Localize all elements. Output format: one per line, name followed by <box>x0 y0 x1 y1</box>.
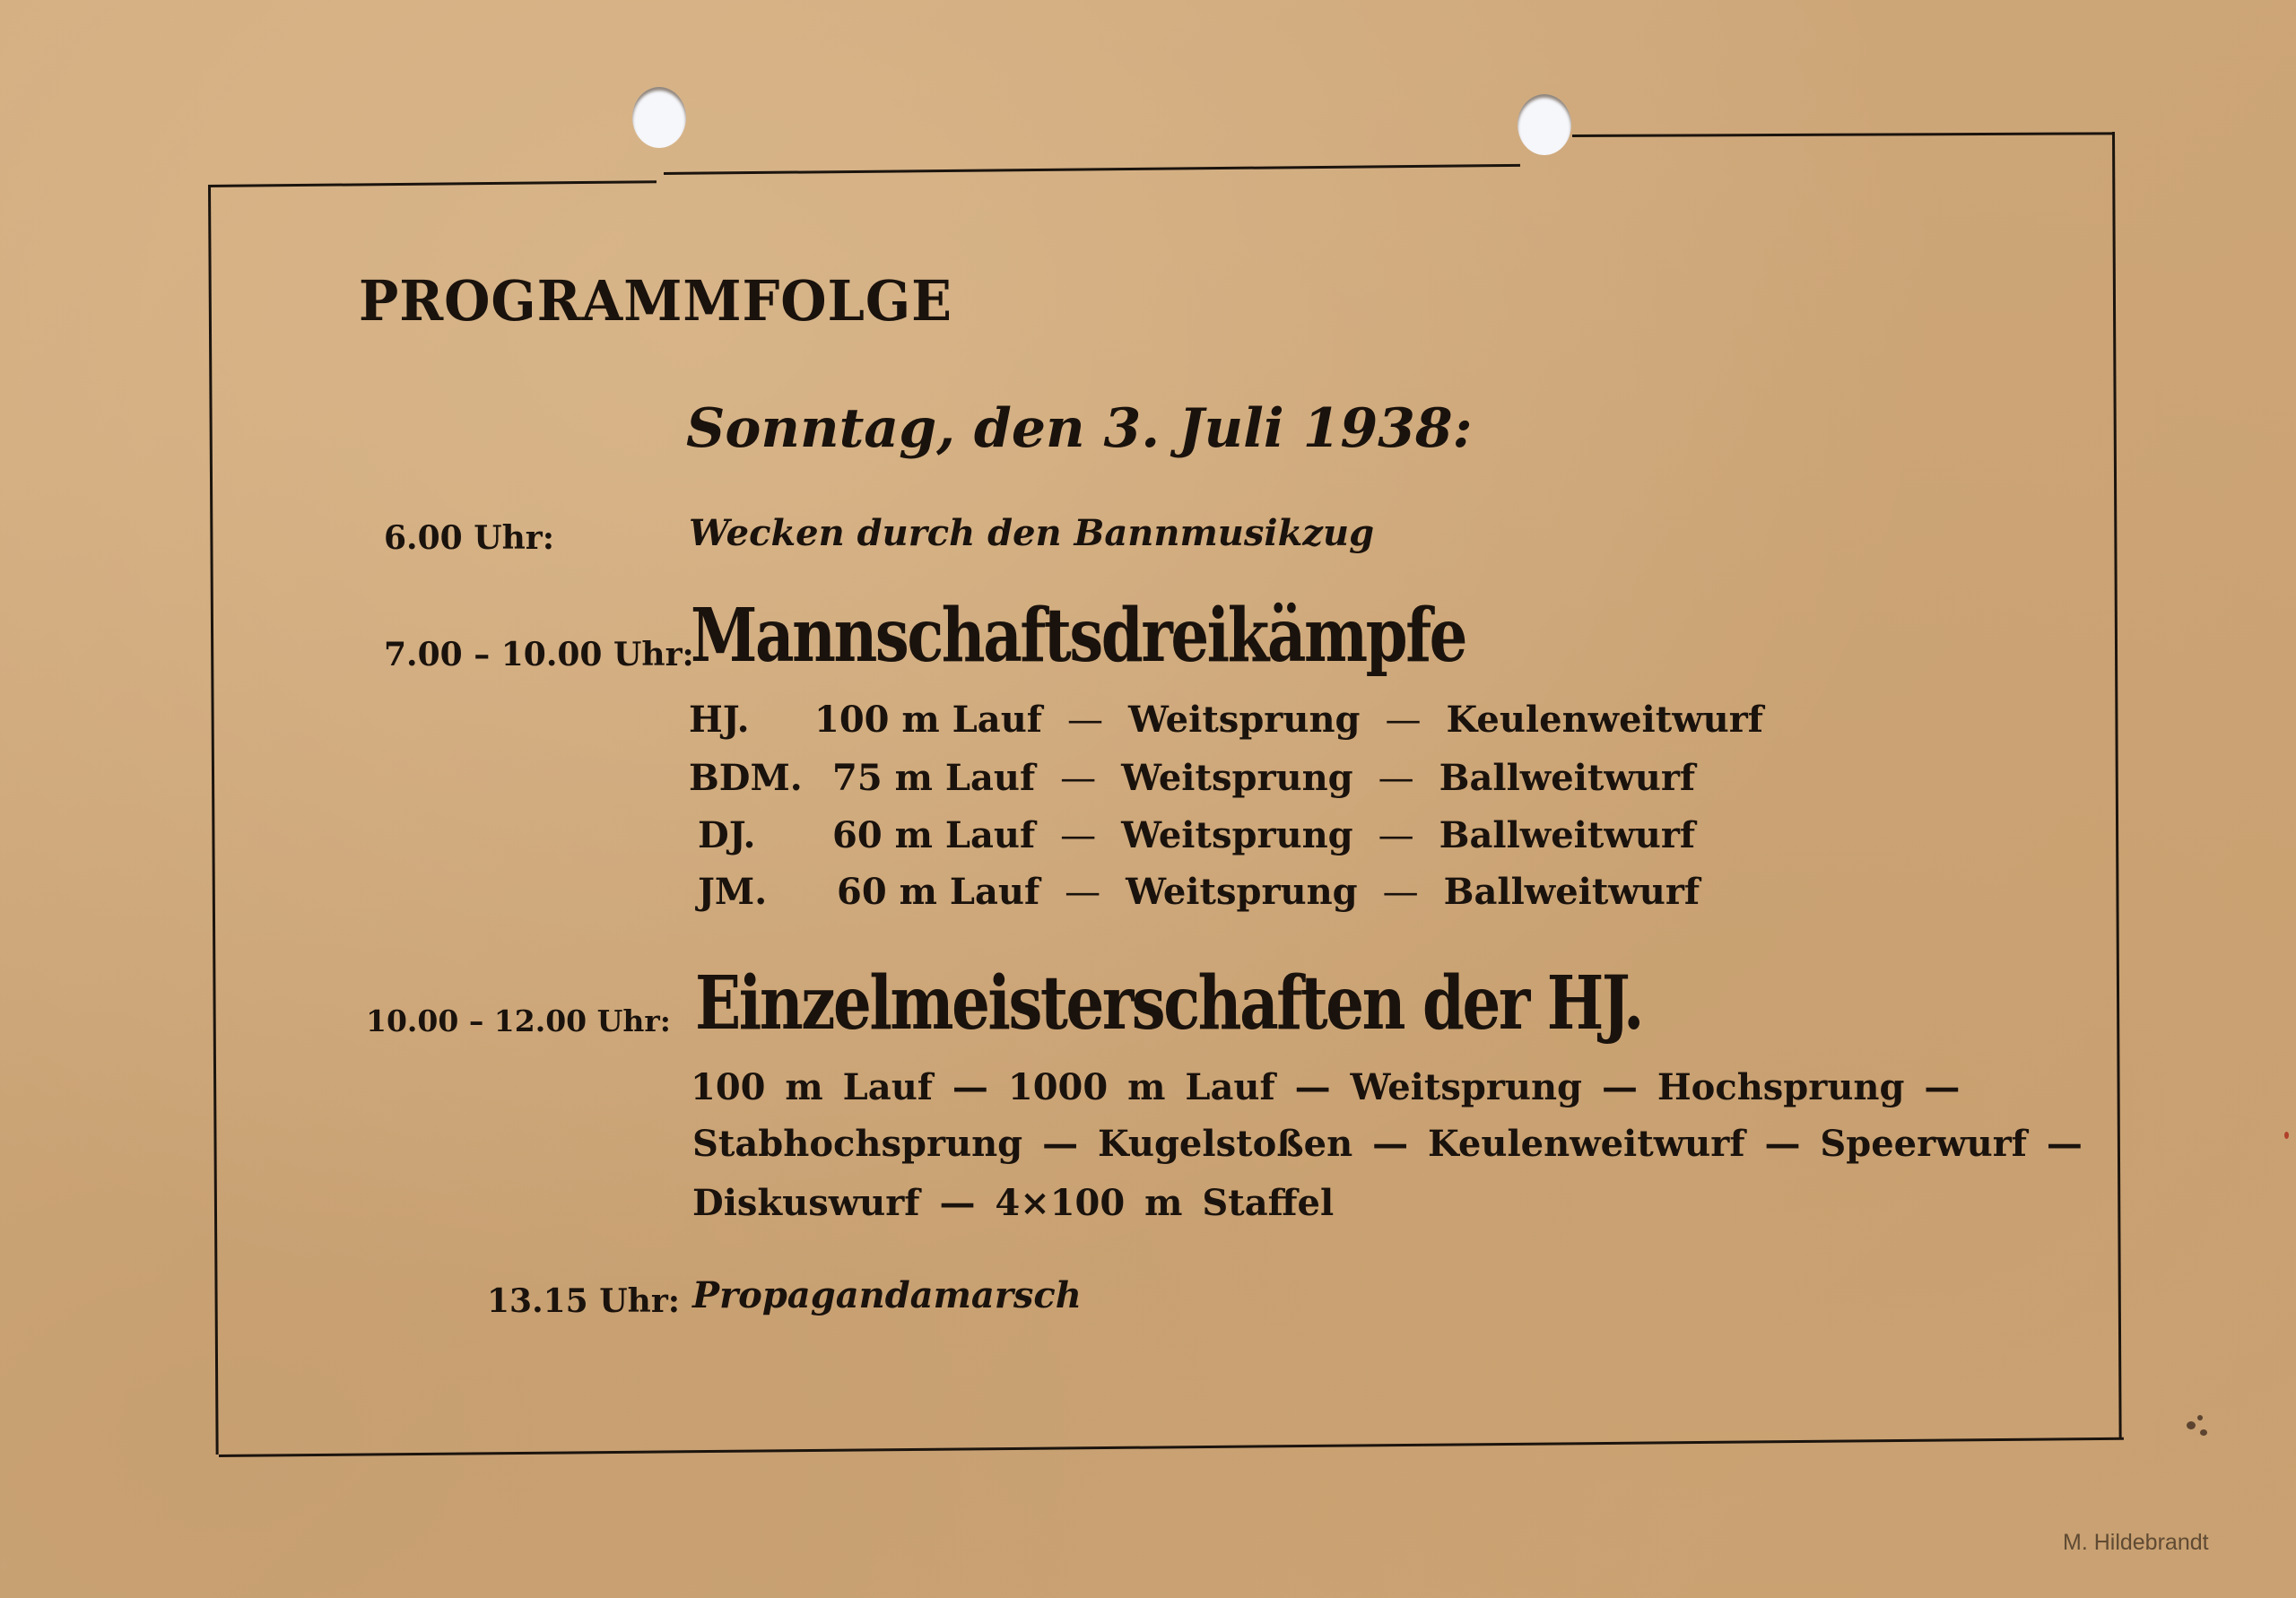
frame-top-mid-segment <box>664 164 1520 175</box>
group-label: HJ. <box>689 699 750 741</box>
group-row-dj <box>698 814 1696 856</box>
schedule-time: 7.00 – 10.00 Uhr: <box>384 636 694 673</box>
separator: — <box>1067 699 1104 741</box>
group-row-hj <box>689 699 1763 741</box>
event-item: 60 m Lauf <box>832 814 1036 856</box>
event-item: Weitsprung <box>1128 699 1361 741</box>
schedule-event: Wecken durch den Bannmusikzug <box>689 512 1375 554</box>
group-label: JM. <box>698 871 768 913</box>
separator: — <box>1065 872 1101 913</box>
event-item: Weitsprung <box>1121 757 1353 799</box>
frame-left <box>208 186 219 1455</box>
group-row-jm <box>698 871 1700 913</box>
paper-speck <box>2187 1421 2196 1429</box>
group-label: BDM. <box>689 757 803 799</box>
photographer-watermark: M. Hildebrandt <box>2063 1530 2209 1555</box>
frame-top-right-segment <box>1572 132 2114 137</box>
frame-bottom <box>219 1437 2124 1457</box>
event-item: Weitsprung <box>1126 871 1358 913</box>
event-item: Keulenweitwurf <box>1446 699 1763 741</box>
event-list-line-2: Stabhochsprung — Kugelstoßen — Keulenweitwurf — Speerwurf — <box>692 1123 2083 1165</box>
punch-hole-left <box>632 87 686 148</box>
page-title: PROGRAMMFOLGE <box>359 268 952 334</box>
punch-hole-right <box>1518 94 1571 155</box>
separator: — <box>1378 815 1414 856</box>
event-item: 75 m Lauf <box>832 757 1036 799</box>
event-item: Weitsprung <box>1121 814 1353 856</box>
schedule-event-headline: Einzelmeisterschaften der HJ. <box>695 960 1642 1047</box>
paper-speck <box>2200 1429 2207 1436</box>
separator: — <box>1385 699 1422 741</box>
group-label: DJ. <box>698 814 756 856</box>
event-list-line-3: Diskuswurf — 4×100 m Staffel <box>692 1182 1335 1224</box>
event-item: Ballweitwurf <box>1439 757 1696 799</box>
event-item: 60 m Lauf <box>837 871 1040 913</box>
schedule-event-headline: Mannschaftsdreikämpfe <box>691 593 1465 679</box>
event-item: Ballweitwurf <box>1443 871 1700 913</box>
event-item: Ballweitwurf <box>1439 814 1696 856</box>
schedule-time: 13.15 Uhr: <box>487 1282 681 1320</box>
schedule-time: 6.00 Uhr: <box>384 519 555 557</box>
separator: — <box>1060 758 1097 799</box>
event-item: 100 m Lauf <box>814 699 1043 741</box>
separator: — <box>1378 758 1414 799</box>
separator: — <box>1382 872 1419 913</box>
group-row-bdm <box>689 757 1696 799</box>
date-heading: Sonntag, den 3. Juli 1938: <box>686 397 1473 460</box>
schedule-time: 10.00 – 12.00 Uhr: <box>366 1003 671 1038</box>
schedule-event: Propagandamarsch <box>692 1274 1082 1316</box>
frame-right <box>2112 132 2122 1437</box>
paper-speck <box>2197 1415 2203 1420</box>
frame-top-left-segment <box>208 180 657 187</box>
event-list-line-1: 100 m Lauf — 1000 m Lauf — Weitsprung — Hochsprung — <box>691 1066 1961 1108</box>
paper-speck <box>2284 1132 2289 1139</box>
separator: — <box>1060 815 1097 856</box>
